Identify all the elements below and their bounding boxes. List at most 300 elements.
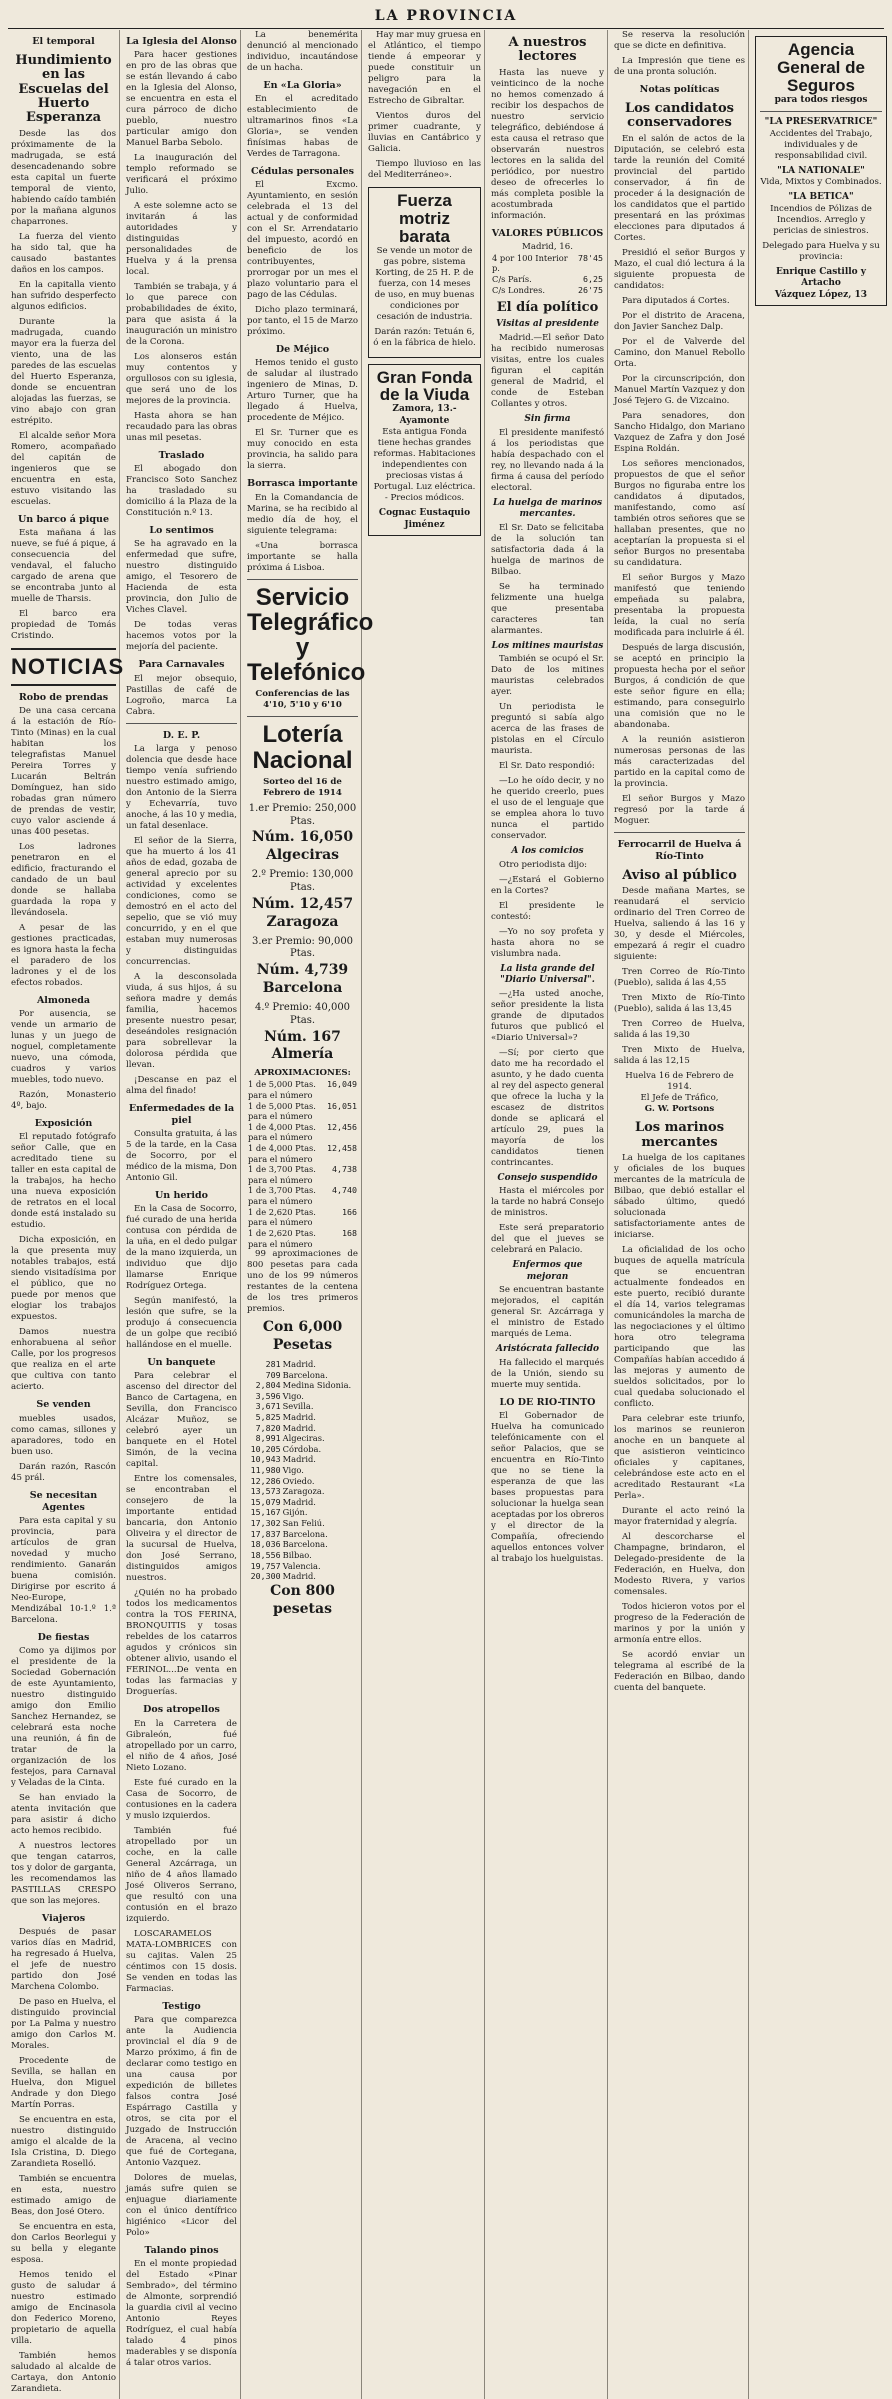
paragraph: El presidente le contestó:: [491, 900, 604, 922]
subheading: Exposición: [34, 1118, 93, 1130]
subheading: Almoneda: [36, 995, 91, 1007]
subheading: De Méjico: [275, 344, 330, 356]
prize-800-heading: Con 800 pesetas: [270, 1582, 335, 1617]
paragraph: Se ha terminado felizmente una huelga que presentaba caracteres tan alarmantes.: [491, 581, 604, 636]
paragraph: Esta mañana á las nueve, se fué á pique, á consecuencia del vendaval, el falucho cargado de arena que se encontraba junto al muelle de Tharsis.: [11, 527, 116, 604]
prize-3-label: 3.er Premio: 90,000 Ptas.: [251, 935, 354, 960]
approximation-row: [247, 1228, 358, 1249]
approximation-text: 1 de 5,000 Ptas. para el número: [248, 1079, 316, 1100]
paragraph: El abogado don Francisco Soto Sanchez ha trasladado su domicilio á la Plaza de la Constitución n.º 13.: [126, 464, 237, 519]
prize-row: [247, 1423, 358, 1434]
paragraph: De paso en Huelva, el distinguido provincial por La Palma y nuestro amigo don Carlos M. Morales.: [11, 1997, 116, 2052]
newspaper-title: LA PROVINCIA: [374, 8, 518, 25]
prize-city: Barcelona.: [282, 1369, 328, 1380]
prize-number: 13,573: [250, 1486, 281, 1497]
paragraph: De una casa cercana á la estación de Río-Tinto (Minas) en la cual habitan los telegrafistas Manuel Pereira Torres y Lucarán Beltrán Domínguez, han sido robadas gran número de prendas de vestir, cuyo valor asciende á unas 400 pesetas.: [11, 706, 116, 838]
paragraph: Para que comparezca ante la Audiencia provincial el día 9 de Marzo próximo, á fin de declarar como testigo en una causa por expedición de billetes falsos contra José Espárrago Castilla y otros, se cita por el Juzgado de Instrucción de Aracena, al vecino que fué de Cortegana, Antonio Vazquez.: [126, 2014, 237, 2168]
ad-contact: Darán razón: Tetuán 6, ó en la fábrica de hielo.: [373, 326, 476, 348]
paragraph: A la reunión asistieron numerosas personas de las más caracterizadas del partido en la capital como de la provincia.: [614, 734, 745, 789]
paragraph: Todos hicieron votos por el progreso de la Federación de marinos y por la unión y armonía entre ellos.: [614, 1601, 745, 1645]
approximation-number: 12,458: [327, 1143, 357, 1154]
value-number: 26'75: [578, 284, 603, 295]
paragraph: Darán razón, Rascón 45 prál.: [11, 1461, 116, 1483]
approximations-table: [247, 1079, 358, 1249]
paragraph: En la capitalla viento han sufrido desperfecto algunos edificios.: [11, 279, 116, 312]
paragraph: Según manifestó, la lesión que sufre, se la produjo á consecuencia de un golpe que recibió hallándose en el muelle.: [126, 1296, 237, 1351]
paragraph: Presidió el señor Burgos y Mazo, el cual dió lectura á la siguiente propuesta de candidatos:: [614, 247, 745, 291]
prize-city: Madrid.: [282, 1422, 316, 1433]
prize-city: Valencia.: [282, 1560, 321, 1571]
prize-number: 2,804: [255, 1380, 281, 1391]
prize-1-label: 1.er Premio: 250,000 Ptas.: [248, 802, 357, 827]
subheading: Consejo suspendido: [497, 1172, 598, 1183]
paragraph: Se ha agravado en la enfermedad que sufre, nuestro distinguido amigo, el Tesorero de Hacienda de esta provincia, don Julio de Viches Clavel.: [126, 539, 237, 616]
paragraph: ¡Descanse en paz el alma del finado!: [126, 1074, 237, 1096]
prize-row: [247, 1391, 358, 1402]
subheading: Enfermedades de la piel: [128, 1102, 235, 1126]
prize-row: [247, 1497, 358, 1508]
paragraph: «Una borrasca importante se halla próxima á Lisboa.: [247, 540, 358, 573]
prize-city: Bilbao.: [282, 1549, 312, 1560]
paragraph: Para senadores, don Sancho Hidalgo, don Mariano Vazquez de Zafra y don José Espina Roldán.: [614, 410, 745, 454]
approximation-text: 1 de 2,620 Ptas. para el número: [248, 1206, 316, 1228]
prize-number: 10,205: [250, 1443, 281, 1454]
subheading: LO DE RIO-TINTO: [499, 1396, 596, 1408]
prize-row: [247, 1529, 358, 1540]
paragraph: El señor de la Sierra, que ha muerto á los 41 años de edad, gozaba de general aprecio por su actividad y excelentes condiciones, como se demostró en el acto del sepelio, que se vió muy concurrido, y en el que estaban muy numerosas y distinguidas concurrencias.: [126, 835, 237, 967]
paragraph: El señor Burgos y Mazo regresó por la tarde á Moguer.: [614, 793, 745, 826]
paragraph: Hemos tenido el gusto de saludar á nuestro estimado amigo de Encinasola don Federico Moreno, propietario de aquella villa.: [11, 2270, 116, 2347]
prize-2-number: Núm. 12,457 Zaragoza: [251, 895, 354, 930]
prize-row: [247, 1412, 358, 1423]
subheading: Se necesitan Agentes: [29, 1489, 98, 1513]
subheading: Lo sentimos: [149, 525, 214, 537]
subheading: Viajeros: [41, 1913, 86, 1925]
paragraph: Por la circunscripción, don Manuel Martín Vazquez y don José Tejero G. de Vizcaino.: [614, 373, 745, 406]
prize-4-number: Núm. 167 Almería: [264, 1028, 341, 1063]
paragraph: LOSCARAMELOS MATA-LOMBRICES con su cajitas. Valen 25 céntimos con 15 dosis. Se venden en todas las Farmacias.: [126, 1928, 237, 1994]
telegraph-banner-subtitle: Conferencias de las 4'10, 5'10 y 6'10: [255, 689, 350, 711]
approximation-number: 4,740: [332, 1185, 357, 1196]
prize-number: 709: [265, 1369, 281, 1380]
agent-name: Enrique Castillo y Artacho: [775, 266, 867, 289]
prize-number: 20,300: [250, 1571, 281, 1582]
paragraph: 99 aproximaciones de 800 pesetas para cada uno de los 99 números restantes de la centena de los tres primeros premios.: [247, 1249, 358, 1315]
prize-row: [247, 1370, 358, 1381]
timetable-row: Tren Correo de Río-Tinto (Pueblo), salida á las 4,55: [614, 967, 745, 989]
values-table: [491, 253, 604, 295]
approximation-number: 16,049: [327, 1079, 357, 1090]
prize-city: Barcelona.: [282, 1539, 328, 1550]
prize-row: [247, 1550, 358, 1561]
subheading: Para Carnavales: [138, 659, 225, 671]
prize-3-number: Núm. 4,739 Barcelona: [256, 962, 349, 997]
paragraph: La oficialidad de los ocho buques de aquella matrícula que se encuentran actualmente fondeados en este puerto, recibió durante el día 14, varios telegramas comunicándoles la marcha de las negociaciones y el último hora otro telegrama participando que las Compañías habían accedido á las mejoras y aumento de sueldos solicitados, por lo cual quedaba solucionado el conflicto.: [614, 1244, 745, 1409]
approximation-row: [247, 1185, 358, 1206]
subheading: Talando pinos: [144, 2244, 219, 2256]
noticias-heading: NOTICIAS: [11, 648, 116, 686]
approximation-row: [247, 1079, 358, 1100]
prize-city: Córdoba.: [282, 1443, 322, 1454]
paragraph: Durante la madrugada, cuando mayor era la fuerza del viento, una de las paredes de las escuelas del Huerto Esperanza, donde se encuentran alojadas las fuerzas, se vino abajo con gran estrépito.: [11, 316, 116, 426]
section-heading: El temporal: [32, 36, 95, 47]
paragraph: Hemos tenido el gusto de saludar al ilustrado ingeniero de Minas, D. Arturo Turner, que ha llegado á Huelva, procedente de Méjico.: [247, 358, 358, 424]
ad-text: Se vende un motor de gas pobre, sistema Korting, de 25 H. P. de fuerza, con 14 meses de uso, en muy buenas condiciones por cesación de industria.: [374, 245, 475, 322]
prize-1-number: Núm. 16,050 Algeciras: [251, 829, 354, 864]
approximation-text: 1 de 5,000 Ptas. para el número: [248, 1100, 316, 1122]
paragraph: Los ladrones penetraron en el edificio, fracturando el candado de un baul donde se hallaba guardada la ropa y llevándosela.: [11, 842, 116, 919]
ad-owner: Cognac Eustaquio Jiménez: [378, 508, 471, 530]
approximation-text: 1 de 4,000 Ptas. para el número: [248, 1143, 316, 1164]
prize-number: 17,302: [250, 1518, 281, 1529]
headline: El día político: [496, 300, 599, 316]
paragraph: muebles usados, como camas, sillones y aparadores, todo en buen uso.: [11, 1413, 116, 1457]
headline: A nuestros lectores: [508, 35, 587, 65]
paragraph: El señor Burgos y Mazo manifestó que teniendo empeñada su palabra, presentaba la propuesta leída, la cual no sería modificada para incluirle á él.: [614, 572, 745, 638]
paragraph: La benemérita denunció al mencionado individuo, incautándose de un hacha.: [247, 30, 358, 73]
paragraph: El alcalde señor Mora Romero, acompañado del capitán de ingenieros que se encuentra en esta, estuvo visitando las escuelas.: [11, 430, 116, 507]
values-place: Madrid, 16.: [522, 241, 573, 252]
approximation-number: 12,456: [327, 1121, 357, 1132]
paragraph: Después de larga discusión, se aceptó en principio la propuesta hecha por el señor Burgos, á condición de que este señor figure en ella; estimando, para conseguirlo una comisión que no le abandonaba.: [614, 642, 745, 730]
paragraph: A la desconsolada viuda, á sus hijos, á su señora madre y demás familia, hacemos presente nuestro pesar, deseándoles resignación para sobrellevar la dolorosa pérdida que llevan.: [126, 971, 237, 1070]
approximation-text: 1 de 3,700 Ptas. para el número: [248, 1185, 316, 1207]
prize-6000-list: [247, 1359, 358, 1582]
paragraph: —¿Ha usted anoche, señor presidente la lista grande de diputados futuros que publicó el «Diario Universal»?: [491, 988, 604, 1043]
paragraph: Ha fallecido el marqués de la Unión, siendo su muerte muy sentida.: [491, 1357, 604, 1390]
approximation-number: 16,051: [327, 1100, 357, 1111]
paragraph: En el monte propiedad del Estado «Pinar Sembrado», del término de Almonte, sorprendió la guardia civil al vecino Antonio Reyes Rodríguez, el cual había talado 4 pinos maderables y se disponía á talar otros varios.: [126, 2258, 237, 2368]
divider: [760, 111, 882, 112]
paragraph: El mejor obsequio, Pastillas de café de Logroño, marca La Cabra.: [126, 673, 237, 717]
prize-row: [247, 1359, 358, 1370]
paragraph: De todas veras hacemos votos por la mejoría del paciente.: [126, 620, 237, 653]
prize-city: Gijón.: [282, 1507, 308, 1518]
subheading: Un barco á pique: [17, 513, 110, 525]
lottery-title: Lotería Nacional: [252, 721, 353, 774]
paragraph: El reputado fotógrafo señor Calle, que en acreditado tiene su taller en esta capital de la trabajos, ha hecho una nueva exposición de retratos en el local donde está instalado su estudio.: [11, 1132, 116, 1231]
prize-number: 18,556: [250, 1549, 281, 1560]
prize-number: 11,980: [250, 1465, 281, 1476]
prize-city: Vigo.: [282, 1390, 304, 1401]
prize-city: Zaragoza.: [282, 1486, 325, 1497]
approximation-text: 1 de 4,000 Ptas. para el número: [248, 1121, 316, 1143]
paragraph: La fuerza del viento ha sido tal, que ha causado bastantes daños en los campos.: [11, 231, 116, 275]
subheading: Aristócrata fallecido: [495, 1344, 599, 1355]
delegate-label: Delegado para Huelva y su provincia:: [762, 240, 880, 262]
paragraph: Para diputados á Cortes.: [622, 295, 730, 306]
paragraph: Al descorcharse el Champagne, brindaron, el Delegado-presidente de la Federación, en Huelva, don Modesto Rivera, y varios comensales.: [614, 1531, 745, 1597]
paragraph: El Excmo. Ayuntamiento, en sesión celebrada el 13 del actual y de conformidad con el Sr. Arrendatario del impuesto, acordó en beneficio de los contribuyentes, prorrogar por un mes el plazo voluntario para el pago de las Cédulas.: [247, 180, 358, 301]
prize-row: [247, 1433, 358, 1444]
prize-city: Madrid.: [282, 1571, 316, 1582]
approximation-text: 1 de 3,700 Ptas. para el número: [248, 1164, 316, 1185]
prize-row: [247, 1539, 358, 1550]
paragraph: La inauguración del templo reformado se verificará el próximo Julio.: [126, 153, 237, 197]
prize-row: [247, 1507, 358, 1518]
ad-insurance: [755, 36, 887, 306]
paragraph: Dicho plazo terminará, por tanto, el 15 de Marzo próximo.: [247, 305, 359, 338]
paragraph: —Lo he oído decir, y no he querido creerlo, pues el uso de el lenguaje que se emplea ahora lo tuvo nunca el partido conservador.: [491, 776, 604, 842]
paragraph: También se ocupó el Sr. Dato de los mitines mauristas celebrados ayer.: [491, 654, 604, 698]
prize-number: 281: [265, 1358, 281, 1369]
headline: Aviso al público: [622, 868, 737, 884]
prize-city: San Feliú.: [282, 1518, 325, 1529]
paragraph: Por el de Valverde del Camino, don Manuel Rebollo Orta.: [614, 336, 745, 369]
paragraph: El Sr. Turner que es muy conocido en esta provincia, ha salido para la sierra.: [247, 428, 358, 472]
paragraph: Madrid.—El señor Dato ha recibido numerosas visitas, entre los cuales figuran el capitán general de Madrid, el conde de Esteban Collantes y otros.: [491, 333, 604, 409]
paragraph: A pesar de las gestiones practicadas, es ignora hasta la fecha el paradero de los ladrones y el de los efectos robados.: [11, 923, 116, 989]
obituary-heading: D. E. P.: [162, 729, 201, 741]
subheading: Borrasca importante: [247, 478, 358, 490]
paragraph: El Sr. Dato respondió:: [499, 761, 595, 772]
prize-row: [247, 1561, 358, 1572]
paragraph: Dicha exposición, en la que presenta muy notables trabajos, está siendo visitadísima por el público, que no puede por menos que elogiar los trabajos expuestos.: [11, 1235, 116, 1323]
approximation-row: [247, 1122, 358, 1143]
prize-row: [247, 1454, 358, 1465]
telegraph-banner-title: Servicio Telegráfico y Telefónico: [247, 583, 374, 687]
headline: Los marinos mercantes: [634, 1120, 725, 1150]
paragraph: También se trabaja, y á lo que parece con probabilidades de éxito, para que asista á la inauguración un ministro de la Corona.: [126, 282, 237, 348]
insurer-desc: Vida, Mixtos y Combinados.: [760, 177, 882, 188]
prize-row: [247, 1444, 358, 1455]
column-7: [752, 30, 890, 2399]
headline: Hundimiento en las Escuelas del Huerto Esperanza: [15, 53, 112, 126]
paragraph: Dolores de muelas, jamás sufre quien se enjuague diariamente con el único dentífrico higiénico «Licor del Polo»: [126, 2172, 237, 2238]
approximation-text: 1 de 2,620 Ptas. para el número: [248, 1227, 316, 1249]
prize-2-label: 2.º Premio: 130,000 Ptas.: [251, 869, 354, 893]
paragraph: Para celebrar el ascenso del director del Banco de Cartagena, en Sevilla, don Francisco Alcázar Muñoz, se celebró ayer un banquete en el Hotel Simón, de la vecina capital.: [126, 1371, 237, 1470]
prize-number: 8,991: [255, 1433, 281, 1444]
lottery-date: Sorteo del 16 de Febrero de 1914: [263, 776, 342, 798]
paragraph: También se encuentra en esta, nuestro estimado amigo de Beas, don José Otero.: [11, 2174, 116, 2218]
timetable-row: Tren Correo de Huelva, salida á las 19,30: [614, 1019, 745, 1041]
subheading: En «La Gloria»: [263, 80, 342, 91]
column-2: [123, 30, 241, 2399]
prize-city: Medina Sidonia.: [282, 1380, 352, 1391]
paragraph: Entre los comensales, se encontraban el consejero de la importante entidad bancaria, don Antonio Oliveira y el director de la sucursal de Huelva, don José Serrano, distinguidos amigos nuestros.: [126, 1474, 237, 1584]
paragraph: La huelga de los capitanes y oficiales de los buques mercantes de la matrícula de Bilbao, que debió estallar el sábado último, quedó solucionada satisfactoriamente antes de iniciarse.: [614, 1152, 745, 1240]
paragraph: Hasta el miércoles por la tarde no habrá Consejo de ministros.: [491, 1186, 604, 1219]
paragraph: Consulta gratuita, á las 5 de la tarde, en la Casa de Socorro, por el médico de la misma, Don Antonio Gil.: [126, 1129, 237, 1184]
approximation-row: [247, 1207, 358, 1228]
value-label: C/s Londres.: [492, 284, 545, 295]
paragraph: Hasta ahora se han recaudado para las obras unas mil pesetas.: [126, 411, 237, 444]
paragraph: A nuestros lectores que tengan catarros, tos y dolor de garganta, les recomendamos las PASTILLAS CRESPO que son las mejores.: [11, 1841, 116, 1907]
approximations-title: APROXIMACIONES:: [254, 1068, 351, 1079]
prize-number: 19,757: [250, 1560, 281, 1571]
timetable-row: Tren Mixto de Río-Tinto (Pueblo), salida á las 13,45: [614, 993, 745, 1015]
prize-number: 18,036: [250, 1539, 281, 1550]
prize-row: [247, 1571, 358, 1582]
paragraph: Se encuentra en esta, nuestro distinguido amigo el alcalde de la Isla Cristina, D. Diego Zarandieta Roselló.: [11, 2115, 116, 2170]
prize-city: Algeciras.: [282, 1433, 325, 1444]
prize-row: [247, 1476, 358, 1487]
headline: Los candidatos conservadores: [625, 101, 734, 131]
paragraph: Por el distrito de Aracena, don Javier Sanchez Dalp.: [614, 310, 745, 332]
paragraph: Procedente de Sevilla, se hallan en Huelva, don Miguel Andrade y don Diego Martín Porras.: [11, 2056, 116, 2111]
section-heading: Notas políticas: [639, 84, 720, 95]
prize-number: 15,167: [250, 1507, 281, 1518]
paragraph: Desde las dos próximamente de la madrugada, se está desencadenando sobre esta capital un fuerte temporal de viento, habiendo caído también por la mañana algunos chaparrones.: [11, 128, 116, 227]
paragraph: La Impresión que tiene es de una pronta solución.: [614, 56, 745, 77]
approximation-row: [247, 1101, 358, 1122]
insurer-name: "LA PRESERVATRICE": [764, 117, 878, 128]
paragraph: Damos nuestra enhorabuena al señor Calle, por los progresos que realiza en el arte que cultiva con tanto acierto.: [11, 1327, 116, 1393]
prize-number: 15,079: [250, 1496, 281, 1507]
prize-number: 17,837: [250, 1528, 281, 1539]
paragraph: El presidente manifestó á los periodistas que había despachado con el rey, no llevando nada á la firma á causa del período electoral.: [491, 427, 604, 493]
paragraph: Para esta capital y su provincia, para artículos de gran novedad y mucho rendimiento. Ganarán buena comisión. Dirigirse por escrito á Neo-Europe, Mendizábal 10-1.º 1.ª Barcelona.: [11, 1515, 116, 1625]
prize-city: Madrid.: [282, 1454, 316, 1465]
prize-city: Madrid.: [282, 1358, 316, 1369]
ad-place: Zamora, 13.-Ayamonte: [392, 404, 457, 426]
divider: [247, 579, 358, 580]
paragraph: En el salón de actos de la Diputación, se celebró esta tarde la reunión del Comité provincial del partido conservador, á fin de proceder á la designación de los candidatos que el partido presentará en las próximas elecciones para diputados á Cortes.: [614, 133, 745, 243]
ad-title: Gran Fonda de la Viuda: [376, 367, 473, 405]
subheading: Enfermos que mejoran: [512, 1260, 583, 1282]
paragraph: El Sr. Dato se felicitaba de la solución tan satisfactoria dada á la huelga de marinos de Bilbao.: [491, 522, 604, 577]
prize-number: 7,820: [255, 1422, 281, 1433]
value-label: 4 por 100 Interior p.: [492, 252, 568, 274]
paragraph: Otro periodista dijo:: [499, 859, 588, 870]
paragraph: Como ya dijimos por el presidente de la Sociedad Gobernación de este Ayuntamiento, nuestro distinguido amigo don Emilio Sanchez Hernandez, se celebrará esta noche una reunión, á fin de tratar de la organización de los festejos, para Carnaval y Veladas de la Cinta.: [11, 1646, 116, 1789]
prize-number: 3,671: [255, 1401, 281, 1412]
prize-city: Madrid.: [282, 1411, 316, 1422]
approximation-number: 166: [342, 1206, 357, 1217]
paragraph: La larga y penoso dolencia que desde hace tiempo venía sufriendo nuestro estimado amigo, don Antonio de la Sierra y Echevarría, tuvo anoche, á las 10 y media, un fatal desenlace.: [126, 743, 237, 831]
column-5: [488, 30, 608, 2399]
paragraph: Hasta las nueve y veinticinco de la noche no hemos comenzado á recibir los despachos de nuestro servicio telegráfico, debiéndose á esta causa el retraso que observarán nuestros lectores en la salida del periódico, por nuestro deseo de ofrecerles lo más completa posible la acostumbrada información.: [491, 67, 604, 221]
column-4: [365, 30, 485, 2399]
ad-text: Esta antigua Fonda tiene hechas grandes reformas. Habitaciones independientes con preciosas vistas á Portugal. Luz eléctrica. - Precios módicos.: [373, 427, 476, 504]
subheading: Un banquete: [147, 1357, 216, 1369]
timetable-row: Tren Mixto de Huelva, salida á las 12,15: [614, 1045, 745, 1067]
prize-row: [247, 1401, 358, 1412]
prize-row: [247, 1518, 358, 1529]
subheading: La lista grande del "Diario Universal".: [500, 963, 595, 986]
paragraph: Se reserva la resolución que se dicte en definitiva.: [614, 30, 745, 51]
notice-date: Huelva 16 de Febrero de 1914.: [625, 1071, 734, 1093]
paragraph: ¿Quién no ha probado todos los medicamentos contra la TOS FERINA, BRONQUITIS y tosas rebeldes de los catarros agudos y crónicos sin obtener alivio, usando el FERINOL...De venta en todas las farmacias y Droguerías.: [126, 1588, 237, 1698]
subheading: Cédulas personales: [250, 166, 354, 178]
insurer-desc: Accidentes del Trabajo, individuales y de responsabilidad civil.: [769, 128, 873, 161]
ad-fonda: [368, 364, 481, 537]
prize-number: 10,943: [250, 1454, 281, 1465]
paragraph: Por ausencia, se vende un armario de lunas y un juego de noguel, completamente nuevo, una cómoda, cuadros y varios muebles, todo nuevo.: [11, 1009, 116, 1086]
paragraph: Razón, Monasterio 4º, bajo.: [11, 1090, 116, 1112]
prize-6000-heading: Con 6,000 Pesetas: [262, 1319, 343, 1354]
paragraph: Este será preparatorio del que el jueves se celebrará en Palacio.: [491, 1223, 604, 1256]
paragraph: El barco era propiedad de Tomás Cristindo.: [11, 608, 116, 641]
signature-title: El Jefe de Tráfico,: [640, 1093, 719, 1104]
paragraph: En el acreditado establecimiento de ultramarinos finos «La Gloria», se venden finísimas habas de Verdes de Tarragona.: [247, 94, 358, 160]
ad-title: Agencia General de Seguros: [777, 40, 865, 95]
prize-number: 3,596: [255, 1390, 281, 1401]
subheading: A los comicios: [511, 846, 584, 857]
paragraph: Tiempo lluvioso en las del Mediterráneo».: [368, 159, 481, 180]
subheading: Robo de prendas: [18, 691, 109, 703]
subheading: Los mitines mauristas: [491, 640, 604, 651]
paragraph: Este fué curado en la Casa de Socorro, de contusiones en la cadera y muslo izquierdos.: [126, 1777, 237, 1821]
subheading: La huelga de marinos mercantes.: [492, 497, 603, 520]
ad-subtitle: para todos riesgos: [774, 94, 868, 105]
paragraph: Se encuentra en esta, don Carlos Beorlegui y su bella y elegante esposa.: [11, 2222, 116, 2266]
insurer-name: "LA BETICA": [788, 192, 854, 203]
column-6: [611, 30, 749, 2399]
subheading: De fiestas: [37, 1631, 90, 1643]
paragraph: Después de pasar varios días en Madrid, ha regresado á Huelva, el jefe de nuestro partido don José Marchena Colombo.: [11, 1927, 116, 1993]
paragraph: En la Carretera de Gibraleón, fué atropellado por un carro, el niño de 4 años, José Nieto Lozano.: [126, 1718, 237, 1773]
value-number: 6,25: [583, 273, 603, 284]
paragraph: —Yo no soy profeta y hasta ahora no se vislumbra nada.: [491, 926, 604, 959]
subheading: Se venden: [36, 1399, 91, 1411]
ad-title: Fuerza motriz barata: [397, 191, 452, 246]
paragraph: Los señores mencionados, propuestos de que el señor Burgos no figuraba entre los candidatos á diputados, manifestando, como así también otros señores que se hallaban presentes, que no aceptarían la propuesta si el señor Burgos no presentaba su candidatura.: [614, 458, 745, 568]
prize-number: 5,825: [255, 1411, 281, 1422]
prize-4-label: 4.º Premio: 40,000 Ptas.: [254, 1001, 351, 1026]
column-1: [8, 30, 125, 2399]
subheading: Un herido: [154, 1190, 209, 1202]
divider: [126, 723, 237, 724]
subheading: Ferrocarril de Huelva á Río-Tinto: [617, 838, 742, 862]
ad-motor: [368, 187, 481, 358]
prize-city: Vigo.: [282, 1465, 304, 1476]
value-number: 78'45: [578, 252, 603, 263]
paragraph: Para celebrar este triunfo, los marinos se reunieron anoche en un banquete al que asistieron veinticinco oficiales y capitanes, celebrándose este acto en el acreditado Restaurant «La Perla».: [614, 1413, 745, 1501]
paragraph: Desde mañana Martes, se reanudará el servicio ordinario del Tren Correo de Huelva, saliendo á las 16 y 30, y desde el Miércoles, empezará á regir el cuadro siguiente:: [614, 886, 745, 963]
masthead: [8, 6, 884, 29]
paragraph: Los alonseros están muy contentos y orgullosos con su iglesia, que será uno de los mejores de la provincia.: [126, 352, 237, 407]
paragraph: Hay mar muy gruesa en el Atlántico, el tiempo tiende á empeorar y puede constituir un peligro para la navegación en el Estrecho de Gibraltar.: [368, 30, 481, 106]
paragraph: También hemos saludado al alcalde de Cartaya, don Antonio Zarandieta.: [11, 2351, 116, 2395]
paragraph: A este solemne acto se invitarán á las autoridades y distinguidas personalidades de Huelva y á la prensa local.: [126, 201, 237, 278]
insurer-name: "LA NATIONALE": [777, 165, 865, 176]
paragraph: —¿Estará el Gobierno en la Cortes?: [491, 874, 604, 896]
prize-city: Sevilla.: [282, 1401, 314, 1412]
prize-city: Barcelona.: [282, 1528, 328, 1539]
subheading: Visitas al presidente: [496, 319, 599, 330]
paragraph: Vientos duros del primer cuadrante, y lluvias en Cantábrico y Galicia.: [368, 111, 481, 154]
agent-address: Vázquez López, 13: [774, 289, 868, 300]
paragraph: Un periodista le preguntó si sabía algo acerca de las frases de pistolas en el Círculo maurista.: [491, 702, 604, 757]
subheading: Testigo: [162, 2000, 201, 2012]
paragraph: En la Comandancia de Marina, se ha recibido al medio día de hoy, el siguiente telegrama:: [247, 492, 358, 536]
subheading: La Iglesia del Alonso: [126, 36, 237, 47]
signature-name: G. W. Portsons: [644, 1104, 715, 1115]
prize-city: Madrid.: [282, 1496, 316, 1507]
prize-row: [247, 1380, 358, 1391]
approximation-number: 4,738: [332, 1164, 357, 1175]
approximation-row: [247, 1164, 358, 1185]
paragraph: Se encuentran bastante mejorados, el capitán general Sr. Azcárraga y el ministro de Estado marqués de Lema.: [491, 1285, 604, 1340]
paragraph: En la Casa de Socorro, fué curado de una herida contusa con pérdida de la uña, en el dedo pulgar de la mano izquierda, un individuo que dijo llamarse Enrique Rodríguez Ortega.: [126, 1204, 237, 1292]
prize-city: Oviedo.: [282, 1475, 315, 1486]
subheading: Dos atropellos: [143, 1704, 220, 1716]
prize-number: 12,286: [250, 1475, 281, 1486]
paragraph: El Gobernador de Huelva ha comunicado telefónicamente con el señor Palacios, que se encuentra en Río-Tinto que no se tiene la esperanza de que las bases propuestas para solucionar la huelga sean aceptadas por los obreros y el director de la Compañía, ofreciendo aquellos entonces volver al trabajo los huelguistas.: [491, 1410, 605, 1564]
paragraph: También fué atropellado por un coche, en la calle General Azcárraga, un niño de 4 años llamado José Oliveros Serrano, que resultó con una contusión en el brazo izquierdo.: [126, 1825, 237, 1924]
prize-row: [247, 1465, 358, 1476]
value-label: C/s París.: [492, 273, 532, 284]
paragraph: —Sí; por cierto que dato me ha recordado el asunto, y he dado cuenta al rey del aspecto general que ofrece la lucha y la escasez de distritos donde se aplicará el artículo 29, pues la mayoría de los candidatos tienen contrincantes.: [491, 1047, 604, 1168]
subheading: VALORES PÚBLICOS: [491, 227, 604, 239]
approximation-number: 168: [342, 1227, 357, 1238]
paragraph: Se acordó enviar un telegrama al escribé de la Federación en Bilbao, dando cuenta del banquete.: [614, 1649, 745, 1693]
paragraph: Durante el acto reinó la mayor fraternidad y alegría.: [614, 1505, 745, 1527]
divider: [614, 832, 745, 833]
paragraph: Se han enviado la atenta invitación que para asistir á dicho acto hemos recibido.: [11, 1793, 116, 1837]
